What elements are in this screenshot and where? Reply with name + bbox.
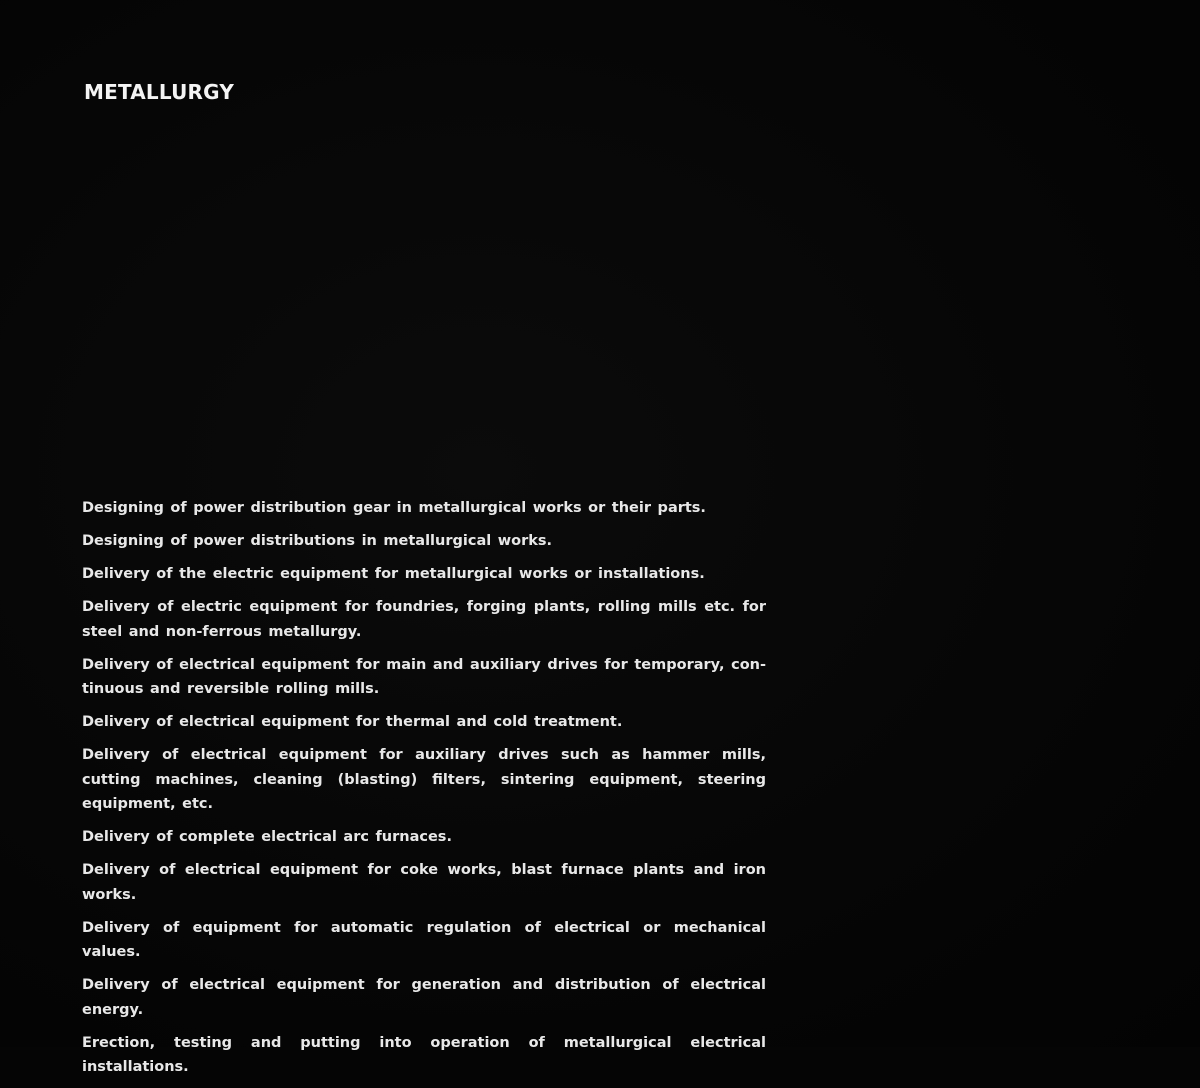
page-title: METALLURGY xyxy=(84,80,235,104)
services-list xyxy=(82,496,766,1088)
list-item: Erection, testing and putting into operation of metallurgical electrical installations. xyxy=(82,1034,766,1075)
list-item: Delivery of the electric equipment for metallurgical works or installations. xyxy=(82,566,705,582)
list-item: Delivery of equipment for automatic regulation of electrical or mechanical values. xyxy=(82,919,766,960)
list-item: Delivery of electrical equipment for coke works, blast furnace plants and iron works. xyxy=(82,862,766,903)
list-item: Delivery of complete electrical arc furnaces. xyxy=(82,829,452,845)
list-item: Designing of power distributions in metallurgical works. xyxy=(82,533,553,549)
list-item: Delivery of electric equipment for foundries, forging plants, rolling mills etc. for steel and non-ferrous metallurgy. xyxy=(82,599,766,640)
list-item: Delivery of electrical equipment for main and auxiliary drives for temporary, con-tinuous and reversible rolling mills. xyxy=(82,656,766,697)
list-item: Delivery of electrical equipment for generation and distribution of electrical energy. xyxy=(82,977,766,1018)
list-item: Delivery of electrical equipment for thermal and cold treatment. xyxy=(82,714,623,730)
list-item: Designing of power distribution gear in metallurgical works or their parts. xyxy=(82,500,706,516)
list-item: Delivery of electrical equipment for auxiliary drives such as hammer mills, cutting machines, cleaning (blasting) filters, sintering equipment, steering equipment, etc. xyxy=(82,747,766,812)
